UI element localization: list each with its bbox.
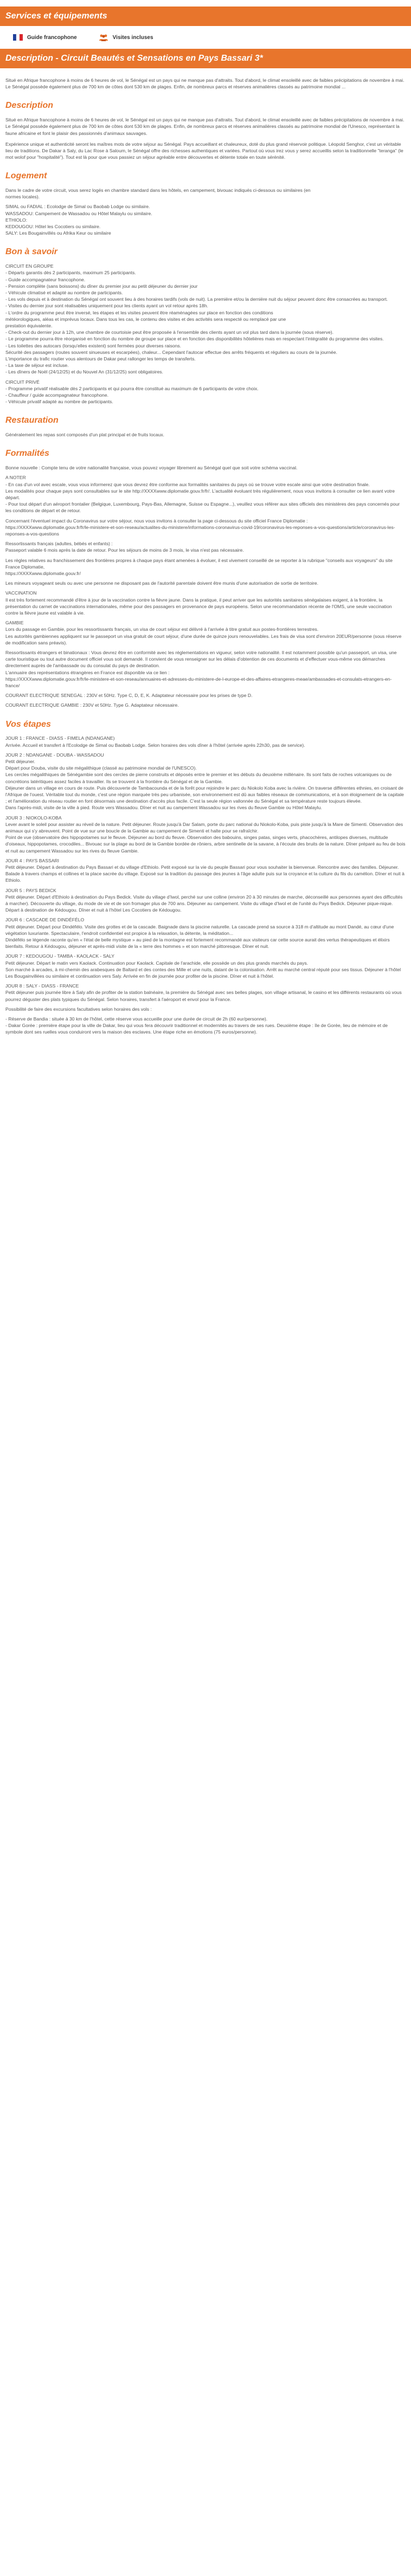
section-bon-a-savoir bbox=[5, 263, 406, 405]
text-line: Sécurité des passagers (routes souvent sinueuses et escarpées), chaleur... Cependant l'autocar effectue des arrêts fréquents et réguliers au cours de la journée. bbox=[5, 349, 337, 355]
text-line: - Les vols depuis et à destination du Sénégal ont souvent lieu à des horaires tardifs (vols de nuit). La première et/ou la dernière nuit du séjour peuvent donc être consacrées au transport. bbox=[5, 296, 388, 302]
text-line: - Le programme pourra être réorganisé en fonction du nombre de groupe sur place et en fonction des disponibilités hôtelières mais en respectant l'intégralité du programme des visites. bbox=[5, 336, 384, 342]
text-line: SIMAL ou FADIAL : Ecolodge de Simal ou Baobab Lodge ou similaire. bbox=[5, 204, 150, 210]
text-line: Généralement les repas sont composés d'un plat principal et de fruits locaux. bbox=[5, 432, 165, 438]
text-line: - Visites du dernier jour sont réalisables uniquement pour les clients ayant un vol retour après 18h. bbox=[5, 303, 208, 309]
section-title-vos-etapes: Vos étapes bbox=[5, 719, 51, 729]
text-line: COURANT ELECTRIQUE GAMBIE : 230V et 50Hz. Type G. Adaptateur nécessaire. bbox=[5, 702, 179, 708]
text-line: - Pour tout départ d'un aéroport frontalier (Belgique, Luxembourg, Pays-Bas, Allemagne, Suisse ou Espagne...), veuillez vous référer aux sites officiels des ministères des pays concernés pour les conditions de départ et de retour. bbox=[5, 501, 400, 514]
text-line: A NOTER bbox=[5, 475, 26, 481]
service-item-guide bbox=[13, 34, 77, 41]
services-band bbox=[0, 7, 411, 26]
text-line: normes locales). bbox=[5, 194, 40, 200]
text-line: - Véhicule climatisé et adapté au nombre de participants. bbox=[5, 290, 123, 296]
text-line: WASSADOU: Campement de Wassadou ou Hôtel Malaylu ou similaire. bbox=[5, 210, 152, 216]
text-line: Dans le cadre de votre circuit, vous serez logés en chambre standard dans les hôtels, en campement, bivouac indiqués ci-dessous ou similaires (en bbox=[5, 188, 311, 193]
text-line: - Programme privatif réalisable dès 2 participants et qui pourra être constitué au maximum de 6 participants de votre choix. bbox=[5, 385, 259, 391]
text-line: CIRCUIT EN GROUPE bbox=[5, 263, 54, 269]
text-line: - Check-out du dernier jour à 12h, une chambre de courtoisie peut être proposée à l'ensemble des clients ayant un vol plus tard dans la journée (sous réserve). bbox=[5, 330, 333, 335]
text-line: - L'ordre du programme peut être inversé, les étapes et les visites peuvent être réaménagées sur place en fonction des conditions bbox=[5, 309, 273, 315]
section-title-bon-a-savoir: Bon à savoir bbox=[5, 247, 58, 257]
text-line: - En cas d'un vol avec escale, vous vous informerez que vous devrez être conforme aux formalités sanitaires du pays où se trouve votre escale ainsi que votre destination finale. bbox=[5, 481, 370, 487]
text-line: JOUR 4 : PAYS BASSARI bbox=[5, 857, 60, 863]
text-line: - Les dîners de Noël (24/12/25) et du Nouvel An (31/12/25) sont obligatoires. bbox=[5, 369, 163, 375]
text-line: Ressortissants étrangers et binationaux : Vous devrez être en conformité avec les réglementations en vigueur, selon votre nationalité. Il est notamment possible qu'un passeport, un visa, une carte touristique ou tout autre document officiel vous soit demandé. Il convient de vous renseigner sur les délais d'obtention de ces documents et d'effectuer vous-même vos démarches directement auprès de l'ambassade ou du consulat du pays de destination. bbox=[5, 649, 397, 669]
text-line: Dans l'après-midi, visite de la ville à pied. Route vers Wassadou. Dîner et nuit au campement Wassadou sur les rives du fleuve Gambie ou Hôtel Malaylu. bbox=[5, 805, 322, 811]
people-group-icon bbox=[99, 34, 108, 41]
text-line: Point de vue (observatoire des hippopotames sur le fleuve. Déjeuner au bord du fleuve. Observation des babouins, singes patas, singes verts, phacochères, antilopes diverses, multitude d'oiseaux, hippopotames, crocodiles... Bivouac sur la plage au bord de la Gambie bordée de rôniers, arbre sentinelle de la savane, à l'écoute des bruits de la nature. Dîner préparé au feu de bois et nuit au campement Wassadou sur les rives du fleuve Gambie. bbox=[5, 835, 406, 854]
text-line: ETHIOLO: bbox=[5, 217, 28, 223]
text-line: Son marché à arcades, à mi-chemin des arabesques de Baltard et des contes des Mille et une nuits, datant de la colonisation. Arrêt au marché central réputé pour ses tissus. Déjeuner à l'hôtel Les Bougainvillées ou similaire et continuation vers Saly. Arrivée en fin de journée pour profiter de la piscine. Dîner et nuit à l'hôtel. bbox=[5, 966, 401, 979]
service-label: Visites incluses bbox=[112, 34, 153, 41]
paragraph: Expérience unique et authenticité seront les maîtres mots de votre séjour au Sénégal. Pays accueillant et chaleureux, doté du plus grand réservoir politique. Léopold Senghor, c'est un véritable lieu de traditions. De Dakar à Saly, du Lac Rose à Saloum, le Sénégal offre des richesses authentiques et variées. Partout où vous irez vous y serez accueillis selon la traditionnelle "teranga" (le mot wolof pour "hospitalité"). Tout est là pour que vous passiez un séjour agréable entre découvertes et détente totale en toute sérénité. bbox=[5, 141, 403, 160]
text-line: météorologiques, aléas et imprévus locaux. Dans tous les cas, le contenu des visites et des activités sera respecté ou remplacé par une bbox=[5, 316, 286, 322]
text-line: Ressortissants français (adultes, bébés et enfants) : bbox=[5, 541, 113, 547]
text-line: - Guide accompagnateur francophone. bbox=[5, 276, 86, 282]
text-line: Les cercles mégalithiques de Sénégambie sont des cercles de pierre construits et déposés entre le premier et les débuts du deuxième millénaire. Ils sont faits de roches volcaniques ou de concrétions latéritiques assez faciles à travailler. Ils se trouvent à la frontière du Sénégal et de la Gambie. bbox=[5, 772, 392, 784]
text-line: - La taxe de séjour est incluse. bbox=[5, 363, 69, 369]
service-label: Guide francophone bbox=[27, 34, 77, 41]
text-line: Bonne nouvelle : Compte tenu de votre nationalité française, vous pouvez voyager librement au Sénégal quel que soit votre schéma vaccinal. bbox=[5, 465, 298, 471]
text-line: Les règles relatives au franchissement des frontières propres à chaque pays étant amenées à évoluer, il est vivement conseillé de se reporter à la rubrique "conseils aux voyageurs" du site France Diplomatie, bbox=[5, 557, 393, 570]
text-line: SALY: Les Bougainvillés ou Afrika Keur ou similaire bbox=[5, 230, 111, 236]
text-line: Concernant l'éventuel impact du Coronavirus sur votre séjour, nous vous invitons à consulter la page ci-dessous du site officiel France Diplomatie : bbox=[5, 518, 308, 524]
text-line: Lever avant le soleil pour assister au réveil de la nature. Petit déjeuner. Route jusqu'à Dar Salam, porte du parc national du Niokolo-Koba, puis piste jusqu'à la Mare de Simenti. Observation des animaux qui s'y abreuvent. Point de vue sur une boucle de la Gambie au campement de Simenti et halte pour se rafraîchir. bbox=[5, 821, 403, 834]
section-formalites bbox=[5, 464, 406, 709]
text-line: JOUR 8 : SALY - DIASS - FRANCE bbox=[5, 983, 79, 989]
section-logement bbox=[5, 187, 406, 236]
text-line: Petit déjeuner. Départ d'Ethiolo à destination du Pays Bedick. Visite du village d'Iwol, perché sur une colline (environ 20 à 30 minutes de marche, déconseillé aux personnes ayant des difficultés à marcher). Découverte du village, du mode de vie et de son fromager plus de 700 ans. Déjeuner au campement. Visite du village d'Iwol et de l'unité du Pays Bedick. Déjeuner pique-nique. Départ à destination de Kédougou. Dîner et nuit à l'hôtel Les Cocotiers de Kédougou. bbox=[5, 894, 403, 913]
description-band-title: Description - Circuit Beautés et Sensations en Pays Bassari 3* bbox=[5, 54, 263, 63]
service-item-visits bbox=[99, 34, 153, 41]
text-line: https://XXXXwww.diplomatie.gouv.fr/fr/le-ministere-et-son-reseau/actualites-du-ministere/informations-coronavirus-covid-19/coronavirus-les-reponses-a-vos-questions/article/coronavirus-les-reponses-a-vos-questions bbox=[5, 524, 395, 537]
text-line: - Réserve de Bandia : située à 30 km de l'hôtel, cette réserve vous accueille pour une durée de circuit de 2h (60 eur/personne). bbox=[5, 1016, 268, 1022]
text-line: Petit déjeuner. Départ le matin vers Kaolack. Continuation pour Kaolack. Capitale de l'arachide, elle possède un des plus grands marchés du pays. bbox=[5, 960, 309, 966]
text-line: GAMBIE bbox=[5, 620, 24, 626]
paragraph: Situé en Afrique francophone à moins de 6 heures de vol, le Sénégal est un pays qui ne manque pas d'attraits. Tout d'abord, le climat ensoleillé avec de faibles précipitations de novembre à mai. Le Sénégal possède également plus de 700 km de côtes dont 530 km de plages. Enfin, de nombreux parcs et réserves animalières classés au patrimoine mondial de l'Unesco, représentant la faune africaine et font le plaisir des passionnés d'animaux sauvages. bbox=[5, 117, 404, 136]
text-line: - Les toilettes des autocars (lorsqu'elles existent) sont fermées pour diverses raisons. bbox=[5, 343, 182, 348]
services-list bbox=[0, 26, 411, 49]
text-line: https://XXXXwww.diplomatie.gouv.fr/ bbox=[5, 570, 81, 576]
text-line: prestation équivalente. bbox=[5, 323, 53, 329]
text-line: - Dakar Gorée : première étape pour la ville de Dakar, lieu qui vous fera découvrir traditionnel et modernités au travers de ses rues. Deuxième étape : île de Gorée, lieu de mémoire et de symbole dont ses ruelles vous conduiront vers la maison des esclaves. Une étape riche en émotions (75 euros/personne). bbox=[5, 1023, 388, 1035]
text-line: Les modalités pour chaque pays sont consultables sur le site http://XXXXwww.diplomatie.gouv.fr/fr/. L'actualité évoluant très régulièrement, nous vous invitons à consulter ce lien avant votre départ. bbox=[5, 488, 395, 500]
french-flag-icon bbox=[13, 34, 23, 41]
text-line: - Départs garantis dès 2 participants, maximum 25 participants. bbox=[5, 270, 136, 276]
text-line: VACCINATION bbox=[5, 590, 37, 596]
section-restauration bbox=[5, 431, 406, 438]
text-line: Petit déjeuner. bbox=[5, 758, 35, 764]
text-line: - Véhicule privatif adapté au nombre de participants. bbox=[5, 399, 113, 405]
text-line: L'annuaire des représentations étrangères en France est disponible via ce lien : bbox=[5, 669, 170, 675]
text-line: Petit déjeuner puis journée libre à Saly afin de profiter de la station balnéaire, la première du Sénégal avec ses belles plages, son village artisanal, le casino et les différents restaurants où vous pourrez déguster des plats typiques du Sénégal. Selon horaires, transfert à l'aéroport et envol pour la France. bbox=[5, 990, 402, 1002]
section-description bbox=[5, 117, 406, 160]
text-line: Arrivée. Accueil et transfert à l'Ecolodge de Simal ou Baobab Lodge. Selon horaires des vols dîner à l'hôtel (arrivée après 22h30, pas de service). bbox=[5, 742, 305, 748]
text-line: JOUR 5 : PAYS BEDICK bbox=[5, 887, 56, 893]
intro-text: Situé en Afrique francophone à moins de 6 heures de vol, le Sénégal est un pays qui ne manque pas d'attraits. Tout d'abord, le climat ensoleillé avec de faibles précipitations de novembre à mai. Le Sénégal possède également plus de 700 km de côtes dont 530 km de plages. Enfin, de nombreux parcs et réserves animalières classés au patrimoine mondial ... bbox=[5, 78, 404, 90]
section-title-restauration: Restauration bbox=[5, 416, 59, 425]
content bbox=[0, 68, 411, 1036]
section-title-logement: Logement bbox=[5, 171, 47, 181]
text-line: Passeport valable 6 mois après la date de retour. Pour les séjours de moins de 3 mois, le visa n'est pas nécessaire. bbox=[5, 547, 244, 553]
text-line: Petit déjeuner. Départ pour Dindéfélo. Visite des grottes et de la cascade. Baignade dans la piscine naturelle. La cascade prend sa source à 318 m d'altitude au mont Dandé, au cœur d'une végétation luxuriante. Spectaculaire, l'endroit confidentiel est propice à la relaxation, la détente, la méditation... bbox=[5, 924, 394, 936]
text-line: JOUR 7 : KEDOUGOU - TAMBA - KAOLACK - SALY bbox=[5, 953, 115, 959]
text-line: - Pension complète (sans boissons) du dîner du premier jour au petit déjeuner du dernier jour bbox=[5, 283, 198, 289]
text-line: Possibilité de faire des excursions facultatives selon horaires des vols : bbox=[5, 1006, 152, 1012]
text-line: JOUR 3 : NIOKOLO-KOBA bbox=[5, 815, 62, 821]
section-title-formalites: Formalités bbox=[5, 449, 49, 459]
section-title-description: Description bbox=[5, 101, 54, 111]
text-line: Il est très fortement recommandé d'être à jour de la vaccination contre la fièvre jaune. Dans la pratique, il peut arriver que les autorités sanitaires sénégalaises exigent, à la frontière, la présentation du carnet de vaccinations internationales, même pour des passagers en provenance de pays européens. Selon une recommandation récente de l'OMS, une seule vaccination contre la fièvre jaune est valable à vie. bbox=[5, 597, 392, 616]
text-line: KEDOUGOU: Hôtel les Cocotiers ou similaire. bbox=[5, 224, 101, 230]
text-line: JOUR 1 : FRANCE - DIASS - FIMELA (NDANGANE) bbox=[5, 735, 115, 741]
description-band bbox=[0, 49, 411, 68]
text-line: JOUR 2 : NDANGANE - DOUBA - WASSADOU bbox=[5, 752, 104, 758]
text-line: JOUR 6 : CASCADE DE DINDÉFÉLO bbox=[5, 917, 85, 923]
text-line: Les mineurs voyageant seuls ou avec une personne ne disposant pas de l'autorité parentale doivent être munis d'une autorisation de sortie de territoire. bbox=[5, 580, 319, 586]
text-line: Les autorités gambiennes appliquent sur le passeport un visa gratuit de court séjour, d'une durée de quinze jours renouvelables. Les frais de visa sont d'environ 20EUR/personne (sous réserve de modification sans préavis). bbox=[5, 633, 402, 645]
text-line: COURANT ELECTRIQUE SENEGAL : 230V et 50Hz. Type C, D, E, K. Adaptateur nécessaire pour les prises de type D. bbox=[5, 693, 253, 699]
text-line: - Chauffeur / guide accompagnateur francophone. bbox=[5, 392, 108, 398]
text-line: Petit déjeuner. Départ à destination du Pays Bassari et du village d'Ethiolo. Petit exposé sur la vie du peuple Bassari pour vous souhaiter la bienvenue. Rencontre avec des familles. Déjeuner. Balade à travers champs et collines et la place sacrée du village. Exposé sur la tradition du passage des jeunes à l'âge adulte puis sur la croyance et la culture du fils du camélion. Dîner et nuit à Ethiolo. bbox=[5, 864, 404, 883]
text-line: https://XXXXwww.diplomatie.gouv.fr/fr/le-ministere-et-son-reseau/annuaires-et-adresses-du-ministere-de-l-europe-et-des-affaires-etrangeres-meae/ambassades-et-consulats-etrangers-en-france/ bbox=[5, 676, 392, 688]
text-line: Déjeuner dans un village en cours de route. Puis découverte de Tambacounda et de la forêt pour rejoindre le parc du Niokolo Koba avec la rivière. On traverse différentes ethnies, en croisant de l'Afrique de l'ouest. Véritable tout du monde, c'est une région marquée très peu urbanisée, son environnement est dû aux faibles réseaux de communications, et à son éloignement de la capitale ; et l'amélioration du réseau routier en font désormais une destination d'accès plus facile. C'est la seule région vallonnée du Sénégal et sa température reste toujours élevée. bbox=[5, 785, 404, 804]
text-line: L'importance du trafic routier vous alentours de Dakar peut rallonger les temps de transferts. bbox=[5, 356, 196, 362]
text-line: CIRCUIT PRIVÉ bbox=[5, 379, 40, 385]
text-line: Départ pour Douba, visite du site mégalithique (classé au patrimoine mondial de l'UNESCO). bbox=[5, 765, 197, 771]
text-line: Lors du passage en Gambie, pour les ressortissants français, un visa de court séjour est délivré à l'arrivée à titre gratuit aux postes-frontières terrestres. bbox=[5, 627, 319, 632]
section-vos-etapes bbox=[5, 735, 406, 1035]
services-band-title: Services et équipements bbox=[5, 11, 107, 21]
text-line: Dindéfélo se légende raconte qu'en « l'état de belle mystique » au pied de la montagne est fortement recommandé aux visiteurs car cette source aurait des vertus thérapeutiques et élixirs bienfaits. Retour à Kédougou, déjeuner et après-midi visite de la « terre des hommes » et son marché pittoresque. Dîner et nuit. bbox=[5, 937, 390, 950]
